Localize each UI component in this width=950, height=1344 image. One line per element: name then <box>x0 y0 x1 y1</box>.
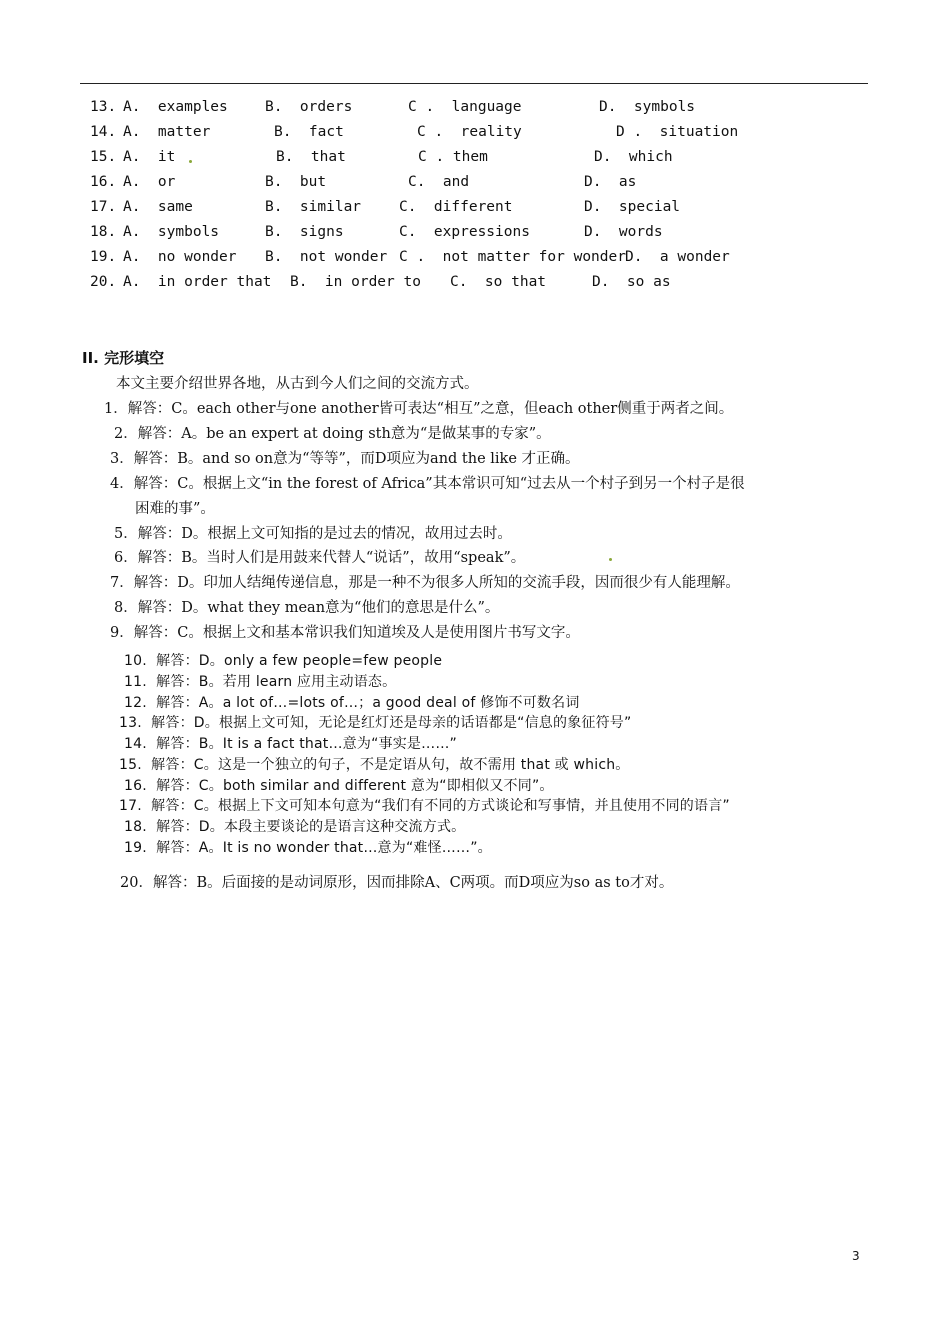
option-d: D. so as <box>592 274 671 290</box>
item-number: 14. <box>90 124 117 140</box>
option-row-17 <box>90 199 681 221</box>
option-b: B. in order to <box>290 274 421 290</box>
option-d: D. special <box>584 199 681 215</box>
option-d: D. as <box>584 174 637 190</box>
option-row-20 <box>90 274 671 296</box>
option-c: C. expressions <box>399 224 530 240</box>
answer-7: 7．解答：D。印加人结绳传递信息，那是一种不为很多人所知的交流手段，因而很少有人能理解。 <box>110 575 740 591</box>
answer-20: 20．解答：B。后面接的是动词原形，因而排除A、C两项。而D项应为so as to才对。 <box>120 875 674 891</box>
option-b: B. but <box>265 174 327 190</box>
item-number: 15. <box>90 149 117 165</box>
answer-15: 15. 解答：C。这是一个独立的句子，不是定语从句，故不需用 that 或 which。 <box>119 757 630 773</box>
option-d: D. symbols <box>599 99 696 115</box>
option-b: B. similar <box>265 199 362 215</box>
option-row-16 <box>90 174 637 196</box>
item-number: 18. <box>90 224 117 240</box>
option-c: C . reality <box>417 124 522 140</box>
option-row-19 <box>90 249 730 271</box>
option-b: B. that <box>276 149 346 165</box>
option-b: B. fact <box>274 124 344 140</box>
top-rule <box>80 83 868 84</box>
item-number: 19. <box>90 249 117 265</box>
answer-3: 3．解答：B。and so on意为“等等”，而D项应为and the like 才正确。 <box>110 451 580 467</box>
answer-1: 1．解答：C。each other与one another皆可表达“相互”之意，但each other侧重于两者之间。 <box>104 401 734 417</box>
stray-mark <box>189 160 192 163</box>
option-row-15 <box>90 149 673 171</box>
option-a: A. examples <box>123 99 228 115</box>
option-a: A. symbols <box>123 224 220 240</box>
item-number: 13. <box>90 99 117 115</box>
answer-11: 11. 解答：B。若用 learn 应用主动语态。 <box>124 674 397 690</box>
option-c: C . them <box>418 149 488 165</box>
option-b: B. not wonder <box>265 249 388 265</box>
option-c: C . not matter for wonder <box>399 249 626 265</box>
option-row-18 <box>90 224 663 246</box>
answer-9: 9．解答：C。根据上文和基本常识我们知道埃及人是使用图片书写文字。 <box>110 625 580 641</box>
answer-2: 2．解答：A。be an expert at doing sth意为“是做某事的专家”。 <box>114 426 551 442</box>
section-intro: 本文主要介绍世界各地，从古到今人们之间的交流方式。 <box>116 376 479 392</box>
option-c: C. different <box>399 199 513 215</box>
option-c: C. so that <box>450 274 547 290</box>
option-c: C . language <box>408 99 522 115</box>
answer-12: 12. 解答：A。a lot of…=lots of…；a good deal of 修饰不可数名词 <box>124 695 580 711</box>
answer-19: 19. 解答：A。It is no wonder that…意为“难怪……”。 <box>124 840 492 856</box>
answer-8: 8．解答：D。what they mean意为“他们的意思是什么”。 <box>114 600 500 616</box>
option-a: A. no wonder <box>123 249 237 265</box>
option-a: A. it <box>123 149 176 165</box>
item-number: 16. <box>90 174 117 190</box>
item-number: 20. <box>90 274 117 290</box>
option-a: A. matter <box>123 124 211 140</box>
stray-mark <box>609 558 612 561</box>
option-a: A. same <box>123 199 193 215</box>
answer-18: 18. 解答：D。本段主要谈论的是语言这种交流方式。 <box>124 819 466 835</box>
option-d: D. words <box>584 224 663 240</box>
section-title: II. 完形填空 <box>82 349 165 367</box>
option-a: A. or <box>123 174 176 190</box>
page-number: 3 <box>852 1249 860 1263</box>
option-row-14 <box>90 124 739 146</box>
answer-17: 17. 解答：C。根据上下文可知本句意为“我们有不同的方式谈论和写事情，并且使用不同的语言” <box>119 798 730 814</box>
answer-5: 5．解答：D。根据上文可知指的是过去的情况，故用过去时。 <box>114 526 512 542</box>
option-b: B. signs <box>265 224 344 240</box>
option-b: B. orders <box>265 99 353 115</box>
answer-10: 10. 解答：D。only a few people=few people <box>124 653 443 669</box>
answer-4-continued: 困难的事”。 <box>135 501 215 517</box>
option-c: C. and <box>408 174 470 190</box>
answer-16: 16. 解答：C。both similar and different 意为“即相似又不同”。 <box>124 778 554 794</box>
answer-4: 4．解答：C。根据上文“in the forest of Africa”其本常识可知“过去从一个村子到另一个村子是很 <box>110 476 745 492</box>
item-number: 17. <box>90 199 117 215</box>
option-d: D. a wonder <box>625 249 730 265</box>
option-row-13 <box>90 99 696 121</box>
option-d: D. which <box>594 149 673 165</box>
answer-13: 13. 解答：D。根据上文可知，无论是红灯还是母亲的话语都是“信息的象征符号” <box>119 715 632 731</box>
option-a: A. in order that <box>123 274 272 290</box>
answer-6: 6．解答：B。当时人们是用鼓来代替人“说话”，故用“speak”。 <box>114 550 526 566</box>
option-d: D . situation <box>616 124 739 140</box>
answer-14: 14. 解答：B。It is a fact that…意为“事实是……” <box>124 736 457 752</box>
